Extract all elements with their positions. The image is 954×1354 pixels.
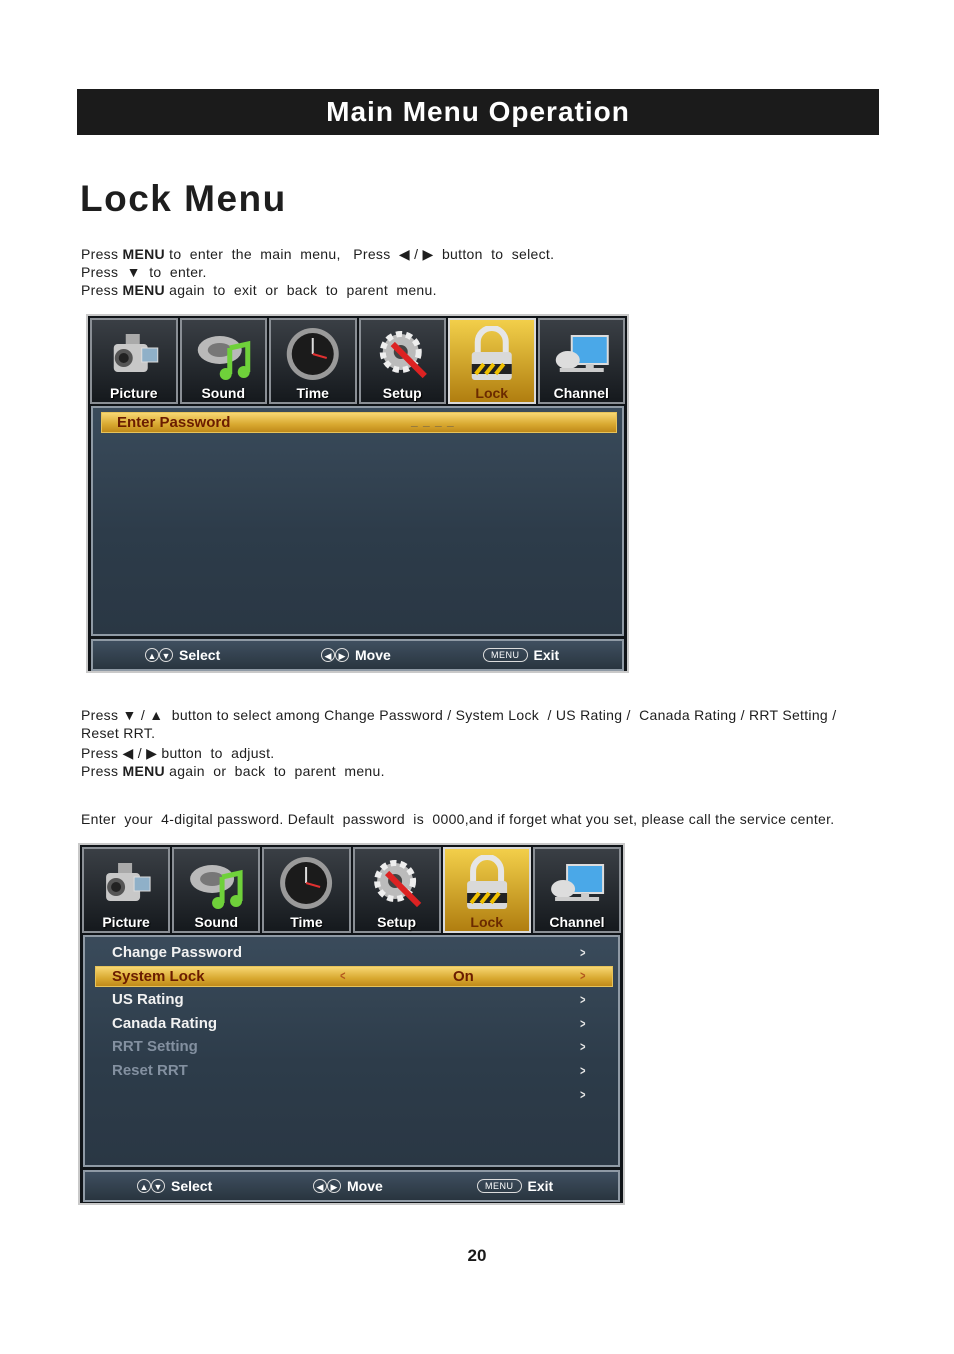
tab-time: Time — [262, 847, 350, 933]
chevron-right-icon: > — [580, 1087, 586, 1102]
instruction-line: Press MENU again to exit or back to parent menu. — [81, 282, 437, 298]
gear-tools-icon — [363, 855, 431, 913]
chevron-right-icon: > — [580, 945, 586, 960]
instruction-line: Press ▼ / ▲ button to select among Change Password / System Lock / US Rating / Canada Rating / RRT Setting / — [81, 707, 837, 723]
section-title: Lock Menu — [80, 178, 287, 219]
password-note: Enter your 4-digital password. Default password is 0000,and if forget what you set, please call the service center. — [81, 811, 835, 827]
instruction-line: Reset RRT. — [81, 725, 156, 741]
menu-row-change-password: Change Password — [112, 944, 243, 961]
tab-lock: Lock — [443, 847, 531, 933]
footer-exit: MENU Exit — [477, 1178, 553, 1194]
satellite-monitor-icon — [543, 855, 611, 913]
osd-body — [83, 935, 620, 1167]
osd-screenshot-enter-password — [86, 314, 629, 673]
osd-body — [91, 406, 624, 636]
chevron-right-icon: > — [580, 1016, 586, 1031]
header-title: Main Menu Operation — [326, 96, 630, 127]
tab-channel: Channel — [538, 318, 626, 404]
osd-footer — [83, 1170, 620, 1202]
menu-row-system-lock: System Lock — [112, 968, 205, 985]
menu-row-enter-password: Enter Password — [117, 414, 231, 431]
tab-sound: Sound — [172, 847, 260, 933]
footer-exit: MENU Exit — [483, 647, 559, 663]
header-bar — [77, 89, 879, 135]
right-icon: ▶ — [335, 648, 349, 662]
footer-select: ▲ ▼ Select — [145, 647, 220, 663]
menu-row-us-rating: US Rating — [112, 991, 184, 1008]
page-number: 20 — [467, 1246, 487, 1265]
music-note-icon — [182, 855, 250, 913]
instruction-line: Press MENU again or back to parent menu. — [81, 763, 385, 779]
osd-tab-bar — [82, 847, 621, 933]
padlock-icon — [453, 855, 521, 913]
up-icon: ▲ — [137, 1179, 151, 1193]
music-note-icon — [190, 326, 258, 384]
footer-move: ◀ ▶ Move — [313, 1178, 383, 1194]
tab-setup: Setup — [359, 318, 447, 404]
tab-setup: Setup — [353, 847, 441, 933]
menu-row-reset-rrt: Reset RRT — [112, 1062, 188, 1079]
tab-time: Time — [269, 318, 357, 404]
footer-move: ◀ ▶ Move — [321, 647, 391, 663]
tab-sound: Sound — [180, 318, 268, 404]
chevron-right-icon: > — [580, 1039, 586, 1054]
camcorder-icon — [92, 855, 160, 913]
camcorder-icon — [100, 326, 168, 384]
tab-picture: Picture — [90, 318, 178, 404]
clock-icon — [279, 326, 347, 384]
up-icon: ▲ — [145, 648, 159, 662]
chevron-left-icon: < — [340, 968, 346, 983]
chevron-right-icon: > — [580, 968, 586, 983]
left-icon: ◀ — [321, 648, 335, 662]
down-icon: ▼ — [159, 648, 173, 662]
osd-tab-bar — [90, 318, 625, 404]
password-placeholder: _ _ _ _ — [411, 414, 455, 428]
down-icon: ▼ — [151, 1179, 165, 1193]
tab-lock: Lock — [448, 318, 536, 404]
menu-key-icon: MENU — [483, 648, 528, 662]
osd-screenshot-lock-menu — [78, 843, 625, 1205]
chevron-right-icon: > — [580, 992, 586, 1007]
left-icon: ◀ — [313, 1179, 327, 1193]
satellite-monitor-icon — [548, 326, 616, 384]
system-lock-value: On — [453, 968, 474, 985]
instruction-line: Press ◀ / ▶ button to adjust. — [81, 745, 275, 761]
right-icon: ▶ — [327, 1179, 341, 1193]
menu-key-icon: MENU — [477, 1179, 522, 1193]
instruction-line: Press ▼ to enter. — [81, 264, 207, 280]
padlock-icon — [458, 326, 526, 384]
chevron-right-icon: > — [580, 1063, 586, 1078]
clock-icon — [272, 855, 340, 913]
tab-channel: Channel — [533, 847, 621, 933]
tab-picture: Picture — [82, 847, 170, 933]
instruction-line: Press MENU to enter the main menu, Press ◀ / ▶ button to select. — [81, 246, 555, 262]
gear-tools-icon — [369, 326, 437, 384]
osd-footer — [91, 639, 624, 671]
footer-select: ▲ ▼ Select — [137, 1178, 212, 1194]
menu-row-rrt-setting: RRT Setting — [112, 1038, 198, 1055]
menu-row-canada-rating: Canada Rating — [112, 1015, 218, 1032]
